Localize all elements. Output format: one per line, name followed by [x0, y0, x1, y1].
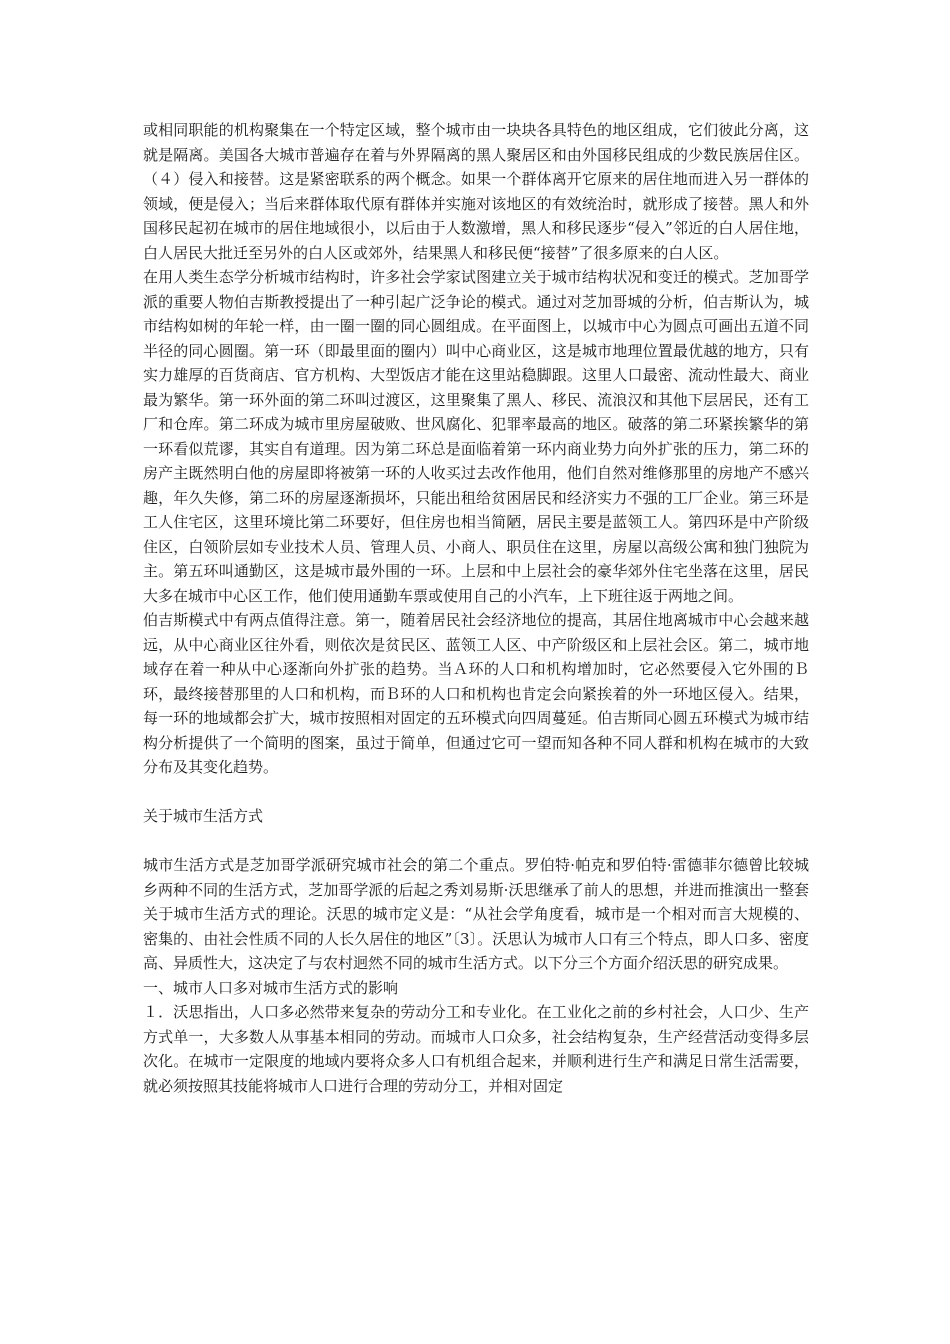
paragraph-segregation-invasion: 或相同职能的机构聚集在一个特定区域，整个城市由一块块各具特色的地区组成，它们彼此分离，这就是隔离。美国各大城市普遍存在着与外界隔离的黑人聚居区和由外国移民组成的少数民族居住区。（４）侵入和接替。这是紧密联系的两个概念。如果一个群体离开它原来的居住地而进入另一群体的领域，便是侵入；当后来群体取代原有群体并实施对该地区的有效统治时，就形成了接替。黑人和外国移民起初在城市的居住地域很小，以后由于人数激增，黑人和移民逐步“侵入”邻近的白人居住地，白人居民大批迁至另外的白人区或郊外，结果黑人和移民便“接替”了很多原来的白人区。 [143, 121, 809, 262]
section-heading: 关于城市生活方式 [143, 807, 264, 825]
document-body [143, 118, 809, 1098]
blank-line [143, 780, 809, 805]
paragraph-urban-lifestyle: 城市生活方式是芝加哥学派研究城市社会的第二个重点。罗伯特·帕克和罗伯特·雷德菲尔德曾比较城乡两种不同的生活方式，芝加哥学派的后起之秀刘易斯·沃思继承了前人的思想，并进而推演出一整套关于城市生活方式的理论。沃思的城市定义是：“从社会学角度看，城市是一个相对而言大规模的、密集的、由社会性质不同的人长久居住的地区”〔3〕。沃思认为城市人口有三个特点，即人口多、密度高、异质性大，这决定了与农村迥然不同的城市生活方式。以下分三个方面介绍沃思的研究成果。 [143, 856, 809, 972]
paragraph-division-of-labor: １．沃思指出，人口多必然带来复杂的劳动分工和专业化。在工业化之前的乡村社会，人口少、生产方式单一，大多数人从事基本相同的劳动。而城市人口众多，社会结构复杂，生产经营活动变得多层次化。在城市一定限度的地域内要将众多人口有机组合起来，并顺利进行生产和满足日常生活需要，就必须按照其技能将城市人口进行合理的劳动分工，并相对固定 [143, 1003, 809, 1095]
paragraph-burgess-notes: 伯吉斯模式中有两点值得注意。第一，随着居民社会经济地位的提高，其居住地离城市中心会越来越远，从中心商业区往外看，则依次是贫民区、蓝领工人区、中产阶级区和上层社会区。第二，城市地域存在着一种从中心逐渐向外扩张的趋势。当Ａ环的人口和机构增加时，它必然要侵入它外围的Ｂ环，最终接替那里的人口和机构，而Ｂ环的人口和机构也肯定会向紧挨着的外一环地区侵入。结果，每一环的地域都会扩大，城市按照相对固定的五环模式向四周蔓延。伯吉斯同心圆五环模式为城市结构分析提供了一个简明的图案，虽过于简单，但通过它可一望而知各种不同人群和机构在城市的大致分布及其变化趋势。 [143, 611, 809, 776]
subheading-population-size: 一、城市人口多对城市生活方式的影响 [143, 978, 399, 997]
paragraph-burgess-zones: 在用人类生态学分析城市结构时，许多社会学家试图建立关于城市结构状况和变迁的模式。芝加哥学派的重要人物伯吉斯教授提出了一种引起广泛争论的模式。通过对芝加哥城的分析，伯吉斯认为，城市结构如树的年轮一样，由一圈一圈的同心圆组成。在平面图上，以城市中心为圆点可画出五道不同半径的同心圆圈。第一环（即最里面的圈内）叫中心商业区，这是城市地理位置最优越的地方，只有实力雄厚的百货商店、官方机构、大型饭店才能在这里站稳脚跟。这里人口最密、流动性最大、商业最为繁华。第一环外面的第二环叫过渡区，这里聚集了黑人、移民、流浪汉和其他下层居民，还有工厂和仓库。第二环成为城市里房屋破败、世风腐化、犯罪率最高的地区。破落的第二环紧挨繁华的第一环看似荒谬，其实自有道理。因为第二环总是面临着第一环内商业势力向外扩张的压力，第二环的房产主既然明白他的房屋即将被第一环的人收买过去改作他用，他们自然对维修那里的房地产不感兴趣，年久失修，第二环的房屋逐渐损坏，只能出租给贫困居民和经济实力不强的工厂企业。第三环是工人住宅区，这里环境比第二环要好，但住房也相当简陋，居民主要是蓝领工人。第四环是中产阶级住区，白领阶层如专业技术人员、管理人员、小商人、职员住在这里，房屋以高级公寓和独门独院为主。第五环叫通勤区，这是城市最外围的一环。上层和中上层社会的豪华郊外住宅坐落在这里，居民大多在城市中心区工作，他们使用通勤车票或使用自己的小汽车，上下班往返于两地之间。 [143, 268, 809, 605]
blank-line [143, 829, 809, 854]
